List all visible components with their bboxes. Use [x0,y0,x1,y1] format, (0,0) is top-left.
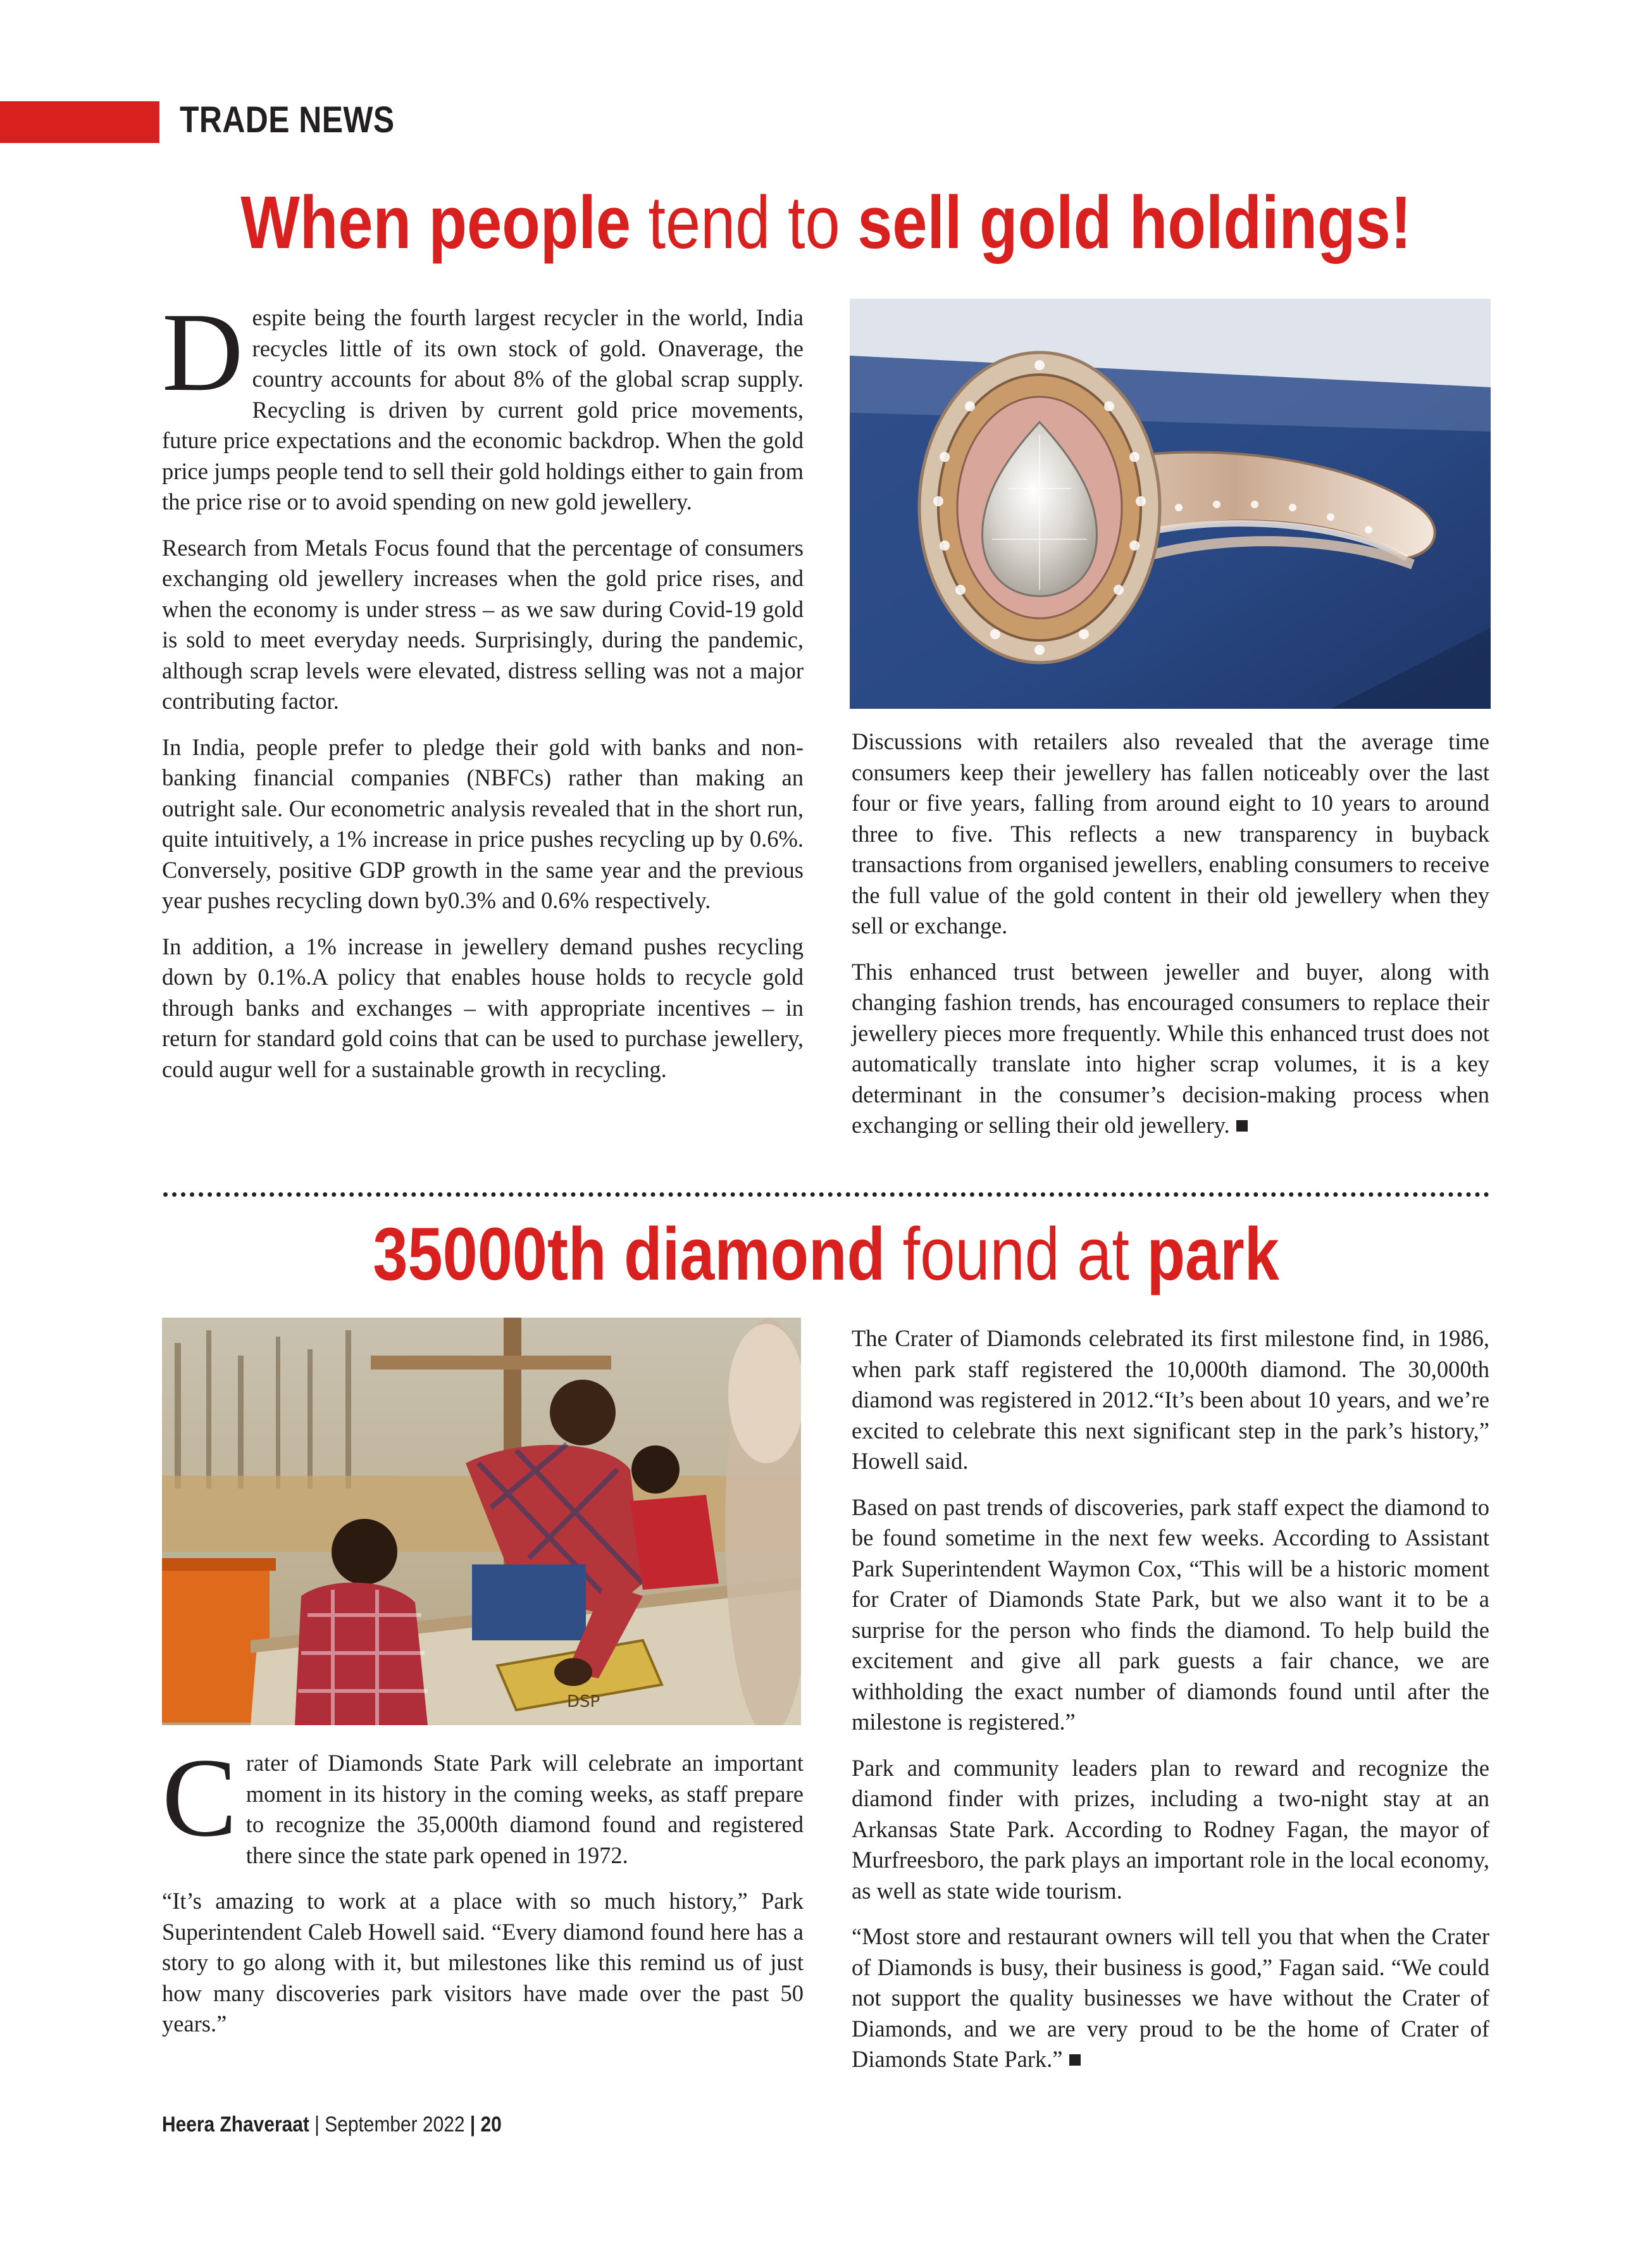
article1-paragraph-4: In addition, a 1% increase in jewellery demand pushes recycling down by 0.1%.A policy that enables house holds to recycle gold through banks and exchanges – with appropriate incentives – in return for standard gold coins that can be used to purchase jewellery, could augur well for a sustainable growth in recycling. [162,933,804,1082]
end-mark [1236,1120,1248,1132]
park-visitors-illustration [162,1318,801,1725]
article2-paragraph-3: The Crater of Diamonds celebrated its first milestone find, in 1986, when park staff registered the 10,000th diamond. The 30,000th diamond was registered in 2012.“It’s been about 10 years, and we’re excited to celebrate this next significant step in the park’s history,” Howell said. [852,1325,1489,1474]
article2-dropcap: C [162,1735,237,1860]
article1-paragraph-6: This enhanced trust between jeweller and buyer, along with changing fashion trends, has encouraged consumers to replace their jewellery pieces more frequently. While this enhanced trust does not automatically translate into higher scrap volumes, it is a key determinant in the consumer’s decision-making process when exchanging or selling their old jewellery. [852,958,1489,1138]
page-footer: Heera Zhaveraat | September 2022 | 20 [162,2112,502,2137]
section-accent-bar [0,101,159,143]
ring-photo [850,299,1491,709]
article1-paragraph-1: Despite being the fourth largest recycler in the world, India recycles little of its own stock of gold. Onaverage, the country accounts for about 8% of the global scrap supply. Recycling is driven by current gold price movements, future price expectations and the economic backdrop. When the gold price jumps people tend to sell their gold holdings either to gain from the price rise or to avoid spending on new gold jewellery. [162,289,804,515]
tray-label: DSP [567,1692,600,1711]
headline1-part2: tend to [630,181,858,265]
park-visitors-photo [162,1318,801,1725]
article2-headline [0,1214,1652,1296]
page-number: 20 [480,2112,502,2137]
article2-paragraph-2: “It’s amazing to work at a place with so much history,” Park Superintendent Caleb Howell said. “Every diamond found here has a story to go along with it, but milestones like this remind us of just how many discoveries park visitors have made over the past 50 years.” [162,1888,804,2037]
ring-illustration [850,299,1491,709]
article1-paragraph-3: In India, people prefer to pledge their gold with banks and non-banking financial companies (NBFCs) rather than making an outright sale. Our econometric analysis revealed that in the short run, quite intuitively, a 1% increase in price pushes recycling up by 0.6%. Conversely, positive GDP growth in the same year and the previous year pushes recycling down by0.3% and 0.6% respectively. [162,733,804,913]
headline1-part3: sell gold holdings! [857,181,1412,265]
article-divider [163,1192,1489,1197]
issue-date: September 2022 [325,2112,465,2137]
article1-paragraph-5: Discussions with retailers also revealed that the average time consumers keep their jewellery has fallen noticeably over the last four or five years, falling from around eight to 10 years to around three to five. This reflects a new transparency in buyback transactions from organised jewellers, enabling consumers to receive the full value of the gold content in their old jewellery when they sell or exchange. [852,728,1489,939]
magazine-name: Heera Zhaveraat [162,2112,309,2137]
article1-left-column [162,289,804,1100]
end-mark [1069,2054,1081,2066]
headline2-part1: 35000th diamond [373,1213,885,1296]
article1-paragraph-2: Research from Metals Focus found that the percentage of consumers exchanging old jewellery increases when the gold price rises, and when the economy is under stress – as we saw during Covid-19 gold is sold to meet everyday needs. Surprisingly, during the pandemic, although scrap levels were elevated, distress selling was not a major contributing factor. [162,534,804,714]
article1-headline [0,182,1652,265]
article2-left-column [162,1735,804,2055]
headline2-part3: park [1146,1213,1279,1296]
article2-paragraph-6: “Most store and restaurant owners will tell you that when the Crater of Diamonds is busy, their business is good,” Fagan said. “We could not support the quality businesses we have without the Crater of Diamonds, and we are very proud to be the home of Crater of Diamonds State Park.” [852,1923,1489,2072]
article1-dropcap: D [162,289,244,415]
headline1-part1: When people [240,181,631,265]
headline2-part2: found at [885,1213,1147,1296]
section-label: TRADE NEWS [180,99,395,140]
article2-paragraph-4: Based on past trends of discoveries, park staff expect the diamond to be found sometime in the next few weeks. According to Assistant Park Superintendent Waymon Cox, “This will be a historic moment for Crater of Diamonds State Park, but we also want it to be a surprise for the person who finds the diamond. To help build the excitement and give all park guests a fair chance, we are withholding the exact number of diamonds found until after the milestone is registered.” [852,1494,1489,1735]
article2-right-column [852,1323,1489,2090]
article1-right-column [852,727,1489,1156]
article2-paragraph-1: Crater of Diamonds State Park will celebrate an important moment in its history in the coming weeks, as staff prepare to recognize the 35,000th diamond found and registered there since the state park opened in 1972. [162,1735,804,1868]
article2-paragraph-5: Park and community leaders plan to reward and recognize the diamond finder with prizes, including a two-night stay at an Arkansas State Park. According to Rodney Fagan, the mayor of Murfreesboro, the park plays an important role in the local economy, as well as state wide tourism. [852,1754,1489,1904]
